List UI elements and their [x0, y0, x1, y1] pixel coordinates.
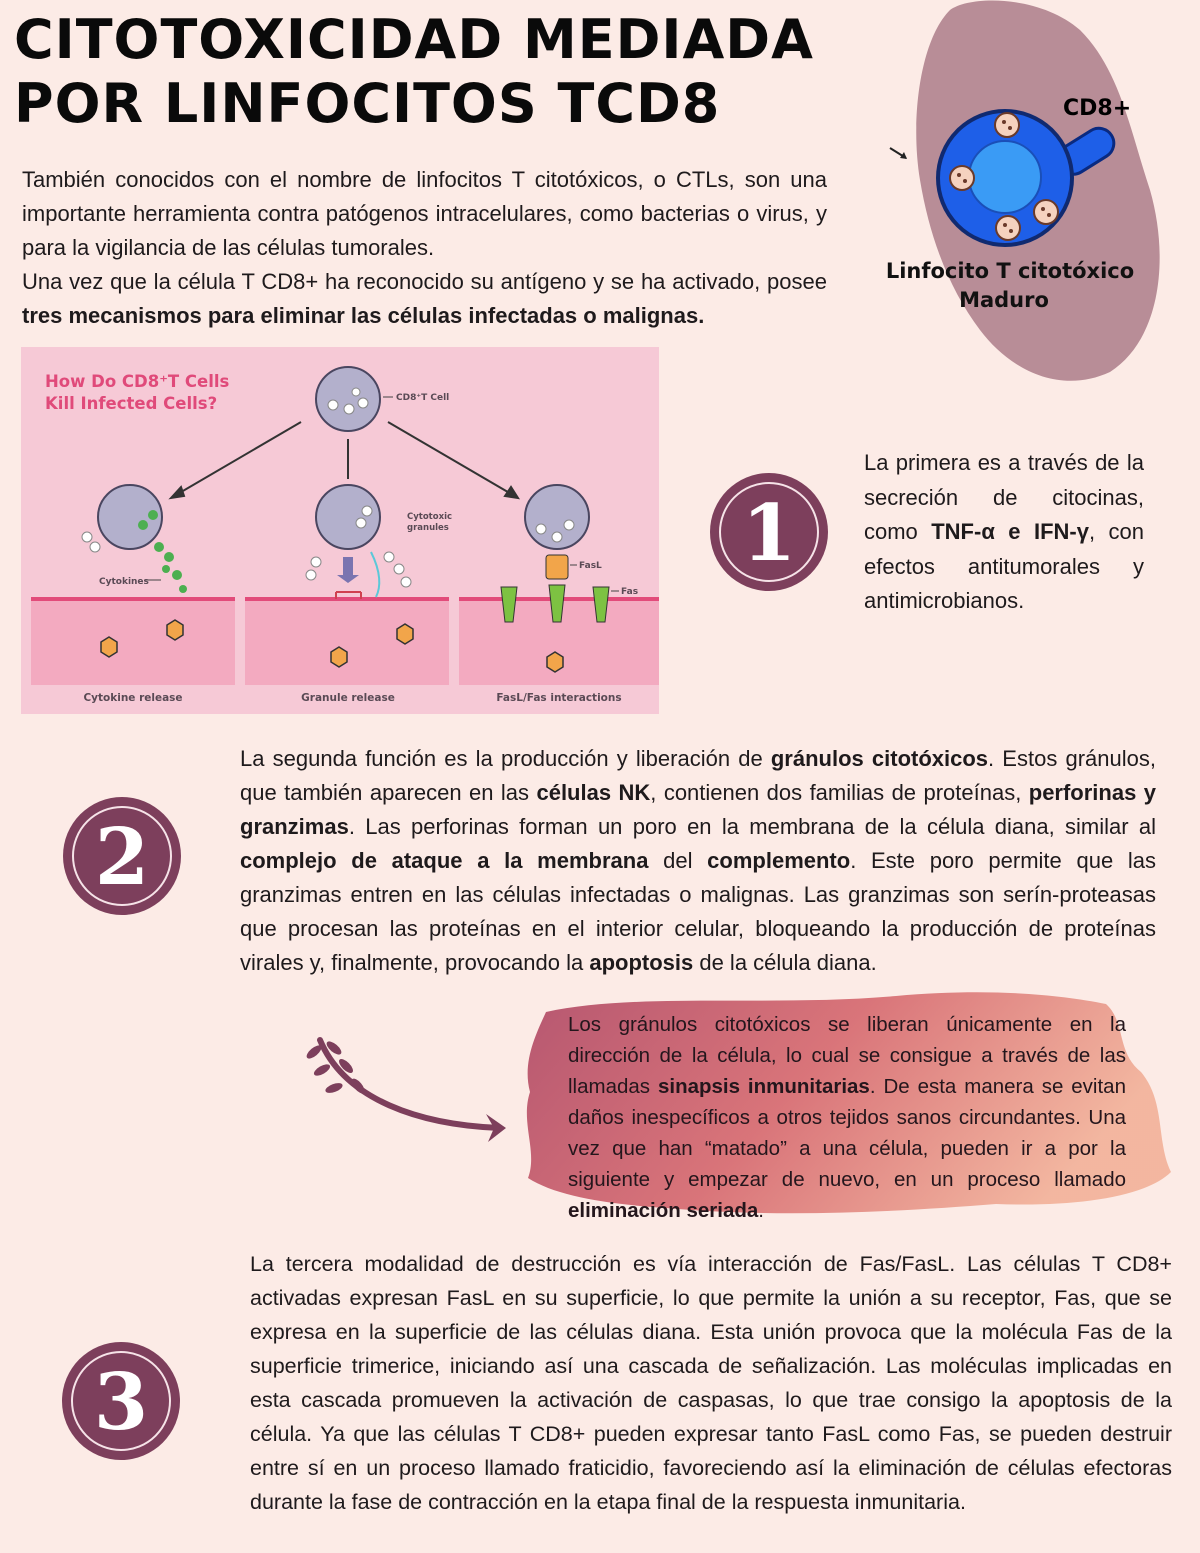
cell-nucleus	[969, 141, 1041, 213]
m1-end: , con efectos antitumorales y antimicrobianos.	[864, 519, 1144, 613]
m2-b3: perforinas y granzimas	[240, 780, 1156, 839]
intro-highlight: tres mecanismos para eliminar las células infectadas o malignas.	[22, 303, 705, 328]
virus-icon	[547, 652, 563, 672]
callout-t1: Los gránulos citotóxicos se liberan únicamente en la dirección de la célula, lo cual se consigue a través de las llamadas	[568, 1013, 1126, 1098]
m2-t6: . Este poro permite que las granzimas entren en las células infectadas o malignas. Las granzimas son serín-proteasas que procesan las proteínas en el interior celular, bloqueando la producción de proteínas virales y, finalmente, provocando la	[240, 848, 1156, 975]
mechanism-1-badge	[710, 473, 828, 591]
mechanism-1-text	[864, 446, 1144, 619]
m2-b2: células NK	[536, 780, 651, 805]
m2-t7: de la célula diana.	[693, 950, 877, 975]
mechanism-1-number: 1	[741, 488, 797, 579]
cd8-cell-label: CD8⁺T Cell	[396, 393, 450, 403]
m2-t3: , contienen dos familias de proteínas,	[650, 780, 1029, 805]
top-cd8-cell	[316, 367, 380, 431]
title-line-1: CITOTOXICIDAD MEDIADA	[14, 8, 814, 71]
panel-2-caption: Granule release	[301, 692, 395, 704]
intro-text-2-start: Una vez que la célula T CD8+ ha reconocido su antígeno y se ha activado, posee	[22, 269, 827, 294]
mechanism-2-text	[240, 742, 1156, 980]
m2-b4: complejo de ataque a la membrana	[240, 848, 649, 873]
m2-b6: apoptosis	[589, 950, 694, 975]
cd8-infographic	[21, 347, 659, 714]
cell-caption-line-1: Linfocito T citotóxico	[885, 259, 1135, 283]
title-line-2: POR LINFOCITOS TCD8	[14, 72, 721, 135]
fas-label: Fas	[621, 587, 639, 597]
m2-t4: . Las perforinas forman un poro en la membrana de la célula diana, similar al	[348, 814, 1156, 839]
cell-caption-line-2: Maduro	[959, 288, 1049, 312]
branch-arrow-icon	[300, 1030, 515, 1145]
granules-label-1: Cytotoxic	[407, 512, 453, 522]
cd8-label: CD8+	[1063, 96, 1132, 121]
mechanism-3-number: 3	[93, 1357, 149, 1448]
intro-paragraph	[22, 163, 827, 333]
m2-t5: del	[648, 848, 708, 873]
lymphocyte-illustration	[880, 0, 1200, 385]
infographic-title-line-2: Kill Infected Cells?	[45, 394, 218, 413]
fasl-label: FasL	[579, 561, 602, 571]
callout-t3: .	[758, 1199, 764, 1222]
callout-t2: . De esta manera se evitan daños inespecíficos a otros tejidos sanos circundantes. Una vez que han “matado” a una célula, pueden ir a por la siguiente y empezar de nuevo, en un proceso llamado	[568, 1075, 1126, 1191]
intro-text-2	[22, 265, 827, 333]
mechanism-2-badge	[63, 797, 181, 915]
mechanism-2-number: 2	[94, 812, 150, 903]
page-title	[14, 8, 994, 136]
m2-b5: complemento	[707, 848, 851, 873]
mechanism-3-badge	[62, 1342, 180, 1460]
callout-b2: eliminación seriada	[568, 1199, 759, 1222]
panel-3-caption: FasL/Fas interactions	[496, 692, 622, 704]
cytokines-label: Cytokines	[99, 577, 149, 587]
m2-b1: gránulos citotóxicos	[770, 746, 989, 771]
panel-1-caption: Cytokine release	[83, 692, 183, 704]
m2-t2: . Estos gránulos, que también aparecen en las	[240, 746, 1156, 805]
infographic-title-line-1: How Do CD8⁺T Cells	[45, 372, 230, 391]
m2-t1: La segunda función es la producción y liberación de	[240, 746, 771, 771]
m1-bold: TNF-α e IFN-γ	[931, 519, 1089, 544]
callout-b1: sinapsis inmunitarias	[657, 1075, 870, 1098]
m1-start: La primera es a través de la secreción de citocinas, como	[864, 450, 1144, 544]
mechanism-3-text: La tercera modalidad de destrucción es vía interacción de Fas/FasL. Las células T CD8+ activadas expresan FasL en su superficie, lo que permite la unión a su receptor, Fas, que se expresa en la superficie de las células diana. Esta unión provoca que la molécula Fas de la superficie trimerice, iniciando así una cascada de señalización. Las moléculas implicadas en esta cascada promueven la activación de caspasas, lo que trae consigo la apoptosis de la célula. Ya que las células T CD8+ pueden expresar tanto FasL como Fas, se pueden destruir entre sí en un proceso llamado fraticidio, favoreciendo así la eliminación de células efectoras durante la fase de contracción en la etapa final de la respuesta inmunitaria.	[250, 1252, 1172, 1514]
callout-text	[568, 1009, 1126, 1226]
granules-label-2: granules	[407, 523, 449, 533]
intro-text-1: También conocidos con el nombre de linfocitos T citotóxicos, o CTLs, son una importante herramienta contra patógenos intracelulares, como bacterias o virus, y para la vigilancia de las células tumorales.	[22, 167, 827, 260]
